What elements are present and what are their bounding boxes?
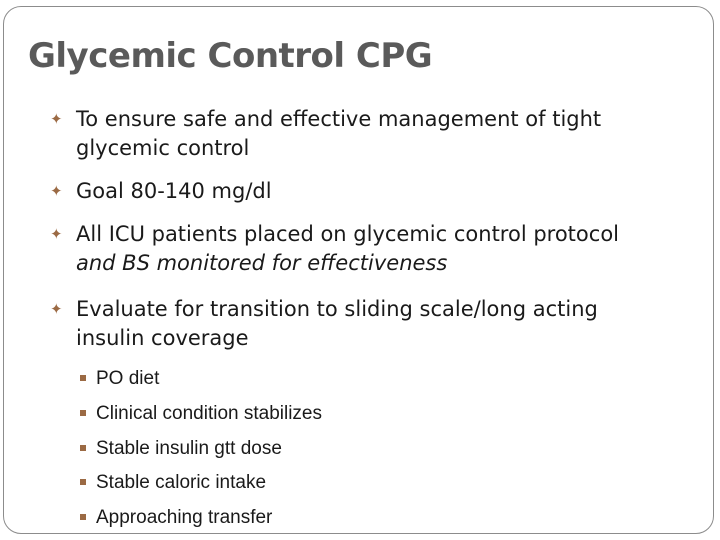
square-bullet-icon xyxy=(80,514,86,520)
square-bullet-icon xyxy=(80,410,86,416)
square-bullet-icon xyxy=(80,479,86,485)
bullet-emphasis-text: and BS monitored for effectiveness xyxy=(76,251,448,275)
wing-bullet-icon: ✦ xyxy=(50,110,63,128)
bullet-item xyxy=(50,105,636,163)
slide-frame xyxy=(3,6,714,534)
bullet-text: Goal 80-140 mg/dl xyxy=(76,179,272,203)
slide-title: Glycemic Control CPG xyxy=(28,36,433,76)
sub-bullet-text: Clinical condition stabilizes xyxy=(96,403,322,424)
square-bullet-icon xyxy=(80,375,86,381)
bullet-text: Evaluate for transition to sliding scale/long acting insulin coverage xyxy=(76,297,598,350)
wing-bullet-icon: ✦ xyxy=(50,225,63,243)
square-bullet-icon xyxy=(80,445,86,451)
bullet-list xyxy=(4,7,713,533)
wing-bullet-icon: ✦ xyxy=(50,300,63,318)
bullet-text: To ensure safe and effective management of tight glycemic control xyxy=(76,107,602,160)
bullet-item xyxy=(50,295,636,353)
wing-bullet-icon: ✦ xyxy=(50,182,63,200)
sub-bullet-item xyxy=(80,506,272,530)
bullet-item xyxy=(50,177,636,206)
sub-bullet-item xyxy=(80,402,322,426)
sub-bullet-item xyxy=(80,367,159,391)
sub-bullet-text: PO diet xyxy=(96,368,160,389)
sub-bullet-item xyxy=(80,437,282,461)
sub-bullet-text: Approaching transfer xyxy=(96,507,273,528)
bullet-text: All ICU patients placed on glycemic control protocol xyxy=(76,222,619,246)
bullet-item xyxy=(50,220,636,278)
sub-bullet-text: Stable caloric intake xyxy=(96,472,267,493)
sub-bullet-text: Stable insulin gtt dose xyxy=(96,438,282,459)
sub-bullet-item xyxy=(80,471,266,495)
